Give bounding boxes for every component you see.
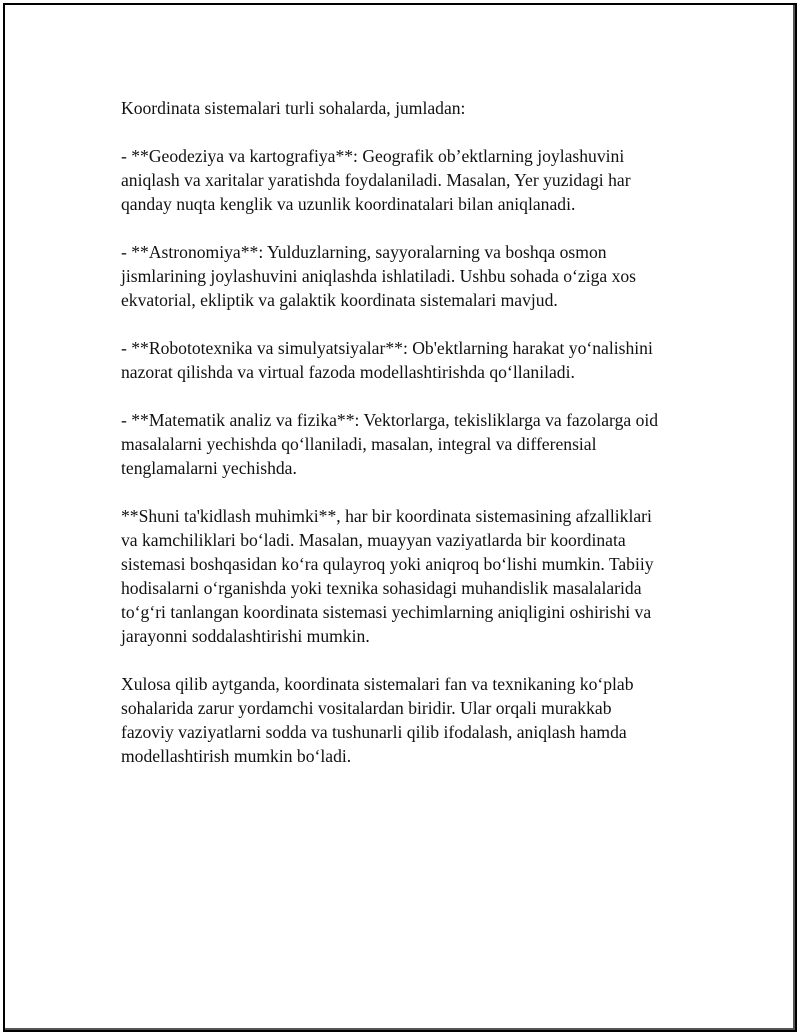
text-line: Xulosa qilib aytganda, koordinata sistemalari fan va texnikaning ko‘plab — [121, 674, 634, 694]
text-line: masalalarni yechishda qo‘llaniladi, masalan, integral va differensial — [121, 434, 597, 454]
text-line: qanday nuqta kenglik va uzunlik koordinatalari bilan aniqlanadi. — [121, 194, 576, 214]
text-line: va kamchiliklari bo‘ladi. Masalan, muayyan vaziyatlarda bir koordinata — [121, 530, 626, 550]
robotics-paragraph — [121, 336, 711, 384]
page-border — [3, 3, 797, 1032]
text-line: - **Matematik analiz va fizika**: Vektorlarga, tekisliklarga va fazolarga oid — [121, 410, 659, 430]
text-line: sistemasi boshqasidan ko‘ra qulayroq yoki aniqroq bo‘lishi mumkin. Tabiiy — [121, 554, 654, 574]
text-line: modellashtirish mumkin bo‘ladi. — [121, 746, 352, 766]
math-physics-paragraph — [121, 408, 711, 480]
intro-paragraph — [121, 96, 711, 120]
astronomy-paragraph — [121, 240, 711, 312]
text-line: nazorat qilishda va virtual fazoda modellashtirishda qo‘llaniladi. — [121, 362, 575, 382]
document-body — [121, 96, 711, 792]
text-line: sohalarida zarur yordamchi vositalardan biridir. Ular orqali murakkab — [121, 698, 612, 718]
note-paragraph — [121, 504, 711, 648]
text-line: ekvatorial, ekliptik va galaktik koordinata sistemalari mavjud. — [121, 290, 558, 310]
text-line: fazoviy vaziyatlarni sodda va tushunarli qilib ifodalash, aniqlash hamda — [121, 722, 627, 742]
text-line: aniqlash va xaritalar yaratishda foydalaniladi. Masalan, Yer yuzidagi har — [121, 170, 631, 190]
text-line: jismlarining joylashuvini aniqlashda ishlatiladi. Ushbu sohada o‘ziga xos — [121, 266, 637, 286]
text-line: - **Robototexnika va simulyatsiyalar**: Ob'ektlarning harakat yo‘nalishini — [121, 338, 653, 358]
geodesy-paragraph — [121, 144, 711, 216]
text-line: to‘g‘ri tanlangan koordinata sistemasi yechimlarning aniqligini oshirishi va — [121, 602, 652, 622]
text-line: tenglamalarni yechishda. — [121, 458, 297, 478]
text-line: jarayonni soddalashtirishi mumkin. — [121, 626, 370, 646]
text-line: hodisalarni o‘rganishda yoki texnika sohasidagi muhandislik masalalarida — [121, 578, 642, 598]
text-line: **Shuni ta'kidlash muhimki**, har bir koordinata sistemasining afzalliklari — [121, 506, 652, 526]
text-line: - **Geodeziya va kartografiya**: Geografik ob’ektlarning joylashuvini — [121, 146, 625, 166]
text-line: - **Astronomiya**: Yulduzlarning, sayyoralarning va boshqa osmon — [121, 242, 607, 262]
text-line: Koordinata sistemalari turli sohalarda, jumladan: — [121, 98, 466, 118]
conclusion-paragraph — [121, 672, 711, 768]
